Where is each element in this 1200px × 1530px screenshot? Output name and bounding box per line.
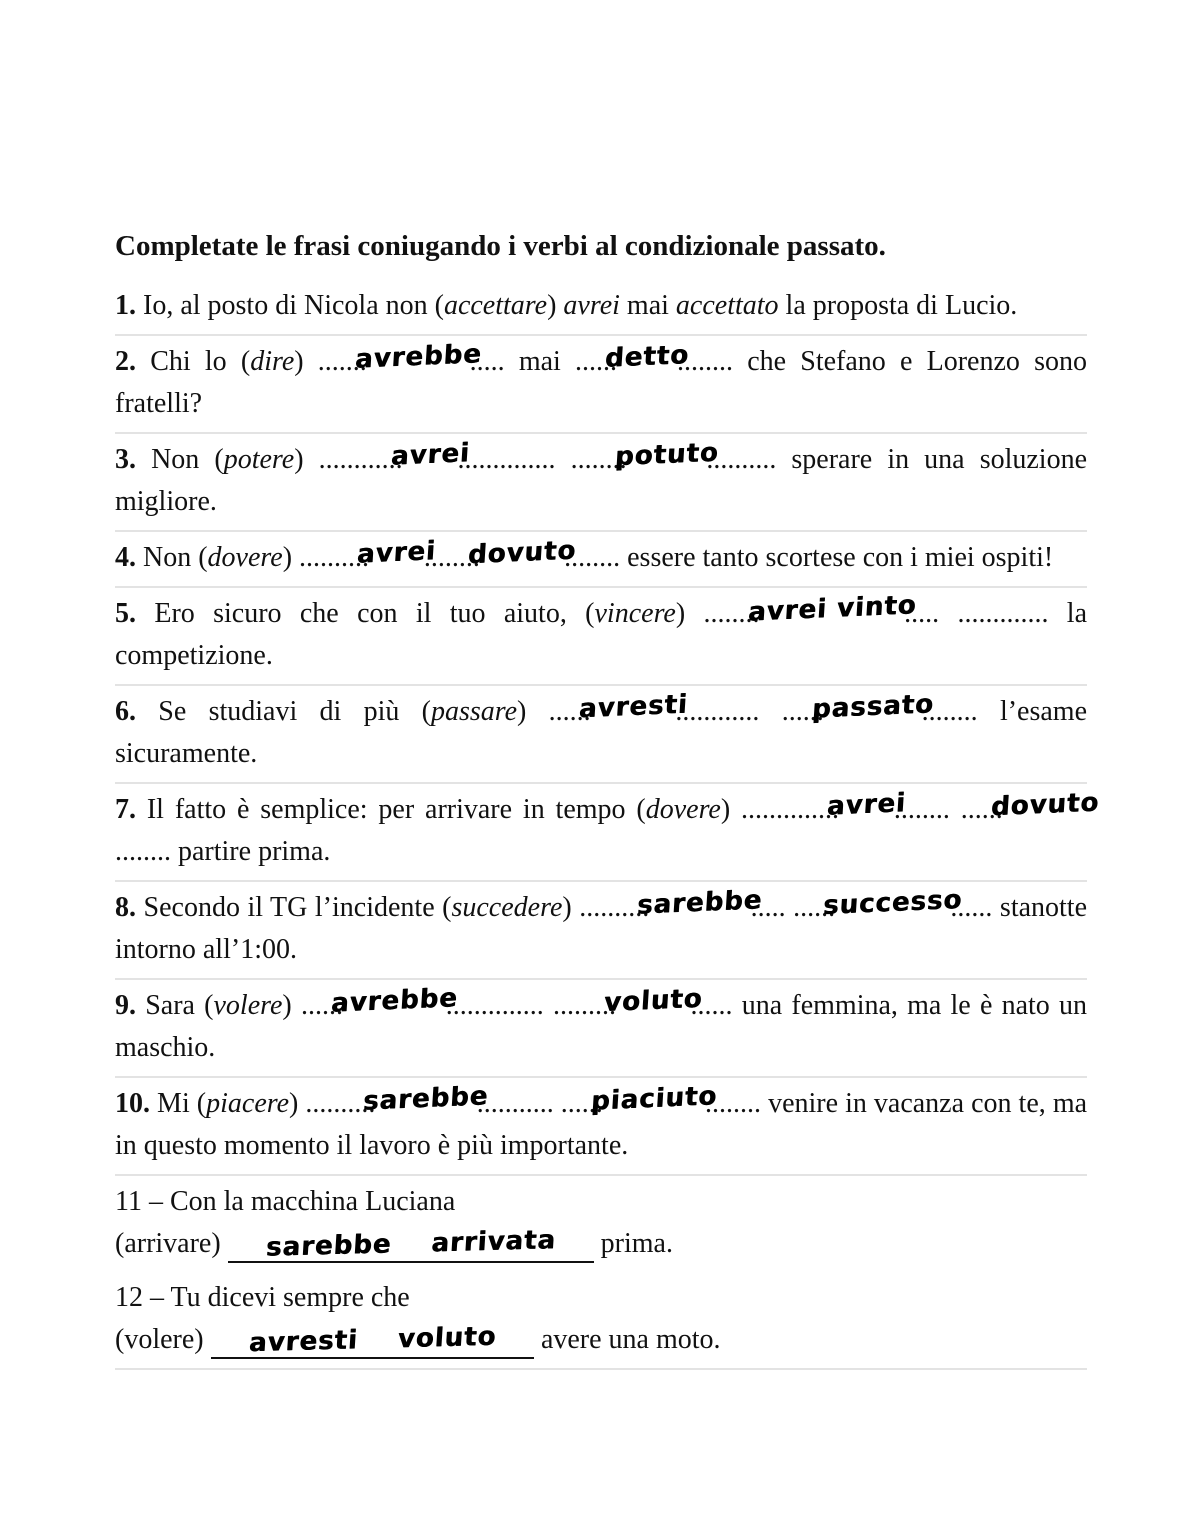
- sentence-text: ........... ......: [476, 1088, 603, 1119]
- verb-hint: avrei: [563, 290, 620, 321]
- sentence-text: ) ..........: [562, 892, 650, 923]
- sentence-text: ..... ............. la competizione.: [115, 598, 1087, 671]
- handwritten-answer: sarebbe: [362, 1081, 490, 1117]
- handwritten-answer: voluto: [603, 983, 704, 1019]
- item-number: 2.: [115, 346, 136, 377]
- sentence-text: avere una moto.: [533, 1324, 721, 1355]
- exercise-item-12: [115, 1272, 1087, 1368]
- worksheet-title: Completate le frasi coniugando i verbi al condizionale passato.: [115, 230, 886, 262]
- exercise-item-11: [115, 1176, 1087, 1272]
- sentence-text: ...... una femmina, ma le è nato un maschio.: [115, 990, 1088, 1063]
- sentence-text: Sara (: [136, 990, 214, 1021]
- sentence-text: Chi lo (: [136, 346, 251, 377]
- exercise-item-8: [115, 882, 1087, 978]
- sentence-text: prima.: [593, 1228, 673, 1259]
- sentence-text: Non (: [136, 542, 208, 573]
- handwritten-answer: avresti voluto: [247, 1321, 497, 1359]
- exercise-item-1: [115, 280, 1087, 334]
- item-number: 9.: [115, 990, 136, 1021]
- verb-hint: dovere: [207, 542, 283, 573]
- item-number: 4.: [115, 542, 136, 573]
- sentence-text: ........ che Stefano e Lorenzo sono fratelli?: [115, 346, 1088, 419]
- exercise-item-6: [115, 686, 1087, 782]
- handwritten-answer: dovuto: [989, 787, 1100, 823]
- exercise-item-4: [115, 532, 1087, 586]
- sentence-text: ) ......: [517, 696, 591, 727]
- verb-hint: passare: [430, 696, 518, 727]
- sentence-text: 11 – Con la macchina Luciana: [115, 1186, 456, 1217]
- item-number: 10.: [115, 1088, 150, 1119]
- answer-blank: [211, 1321, 534, 1359]
- sentence-text: ...... stanotte intorno all’1:00.: [115, 892, 1088, 965]
- sentence-text: 12 – Tu dicevi sempre che: [115, 1282, 410, 1313]
- item-number: 3.: [115, 444, 136, 475]
- item-number: 6.: [115, 696, 136, 727]
- verb-hint: dovere: [645, 794, 721, 825]
- verb-hint: succedere: [451, 892, 563, 923]
- item-number: 1.: [115, 290, 136, 321]
- sentence-text: mai: [619, 290, 676, 321]
- sentence-text: ) ..............: [720, 794, 840, 825]
- sentence-text: .......... sperare in una soluzione migliore.: [115, 444, 1088, 517]
- handwritten-answer: potuto: [613, 437, 720, 473]
- sentence-text: ........ l’esame sicuramente.: [115, 696, 1088, 769]
- sentence-text: ) .......: [294, 346, 367, 377]
- handwritten-answer: sarebbe: [636, 885, 764, 921]
- sentence-text: ) ............: [294, 444, 403, 475]
- handwritten-answer: avresti: [577, 689, 689, 725]
- sentence-text: ) ........: [675, 598, 760, 629]
- handwritten-answer: avrei: [356, 536, 437, 570]
- verb-hint: potere: [223, 444, 295, 475]
- verb-hint: accettato: [675, 290, 779, 321]
- handwritten-answer: avrei: [389, 438, 471, 472]
- sentence-text: ): [547, 290, 564, 321]
- exercise-item-3: [115, 434, 1087, 530]
- verb-hint: accettare: [443, 290, 548, 321]
- exercise-item-2: [115, 336, 1087, 432]
- sentence-text: ) ......: [282, 990, 343, 1021]
- item-number: 5.: [115, 598, 136, 629]
- answer-blank: [228, 1225, 594, 1263]
- sentence-text: .............. ........: [457, 444, 627, 475]
- sentence-text: Io, al posto di Nicola non (: [136, 290, 444, 321]
- sentence-text: ........ ......: [893, 794, 1003, 825]
- exercise-item-7: [115, 784, 1100, 880]
- sentence-text: ........: [423, 542, 480, 573]
- exercise-item-10: [115, 1078, 1087, 1174]
- handwritten-answer: avrebbe: [330, 983, 459, 1019]
- sentence-text: ..... mai ......: [469, 346, 618, 377]
- handwritten-answer: avrebbe: [353, 339, 483, 375]
- handwritten-answer: avrei vinto: [746, 590, 917, 628]
- sentence-text: ............ ......: [675, 696, 824, 727]
- exercise-list: [115, 280, 1100, 1370]
- handwritten-answer: sarebbe arrivata: [264, 1225, 557, 1263]
- handwritten-answer: avrei: [826, 788, 907, 822]
- handwritten-answer: successo: [822, 884, 964, 922]
- separator-line: [115, 1368, 1087, 1370]
- sentence-text: la proposta di Lucio.: [778, 290, 1018, 321]
- sentence-text: Se studiavi di più (: [136, 696, 431, 727]
- item-number: 8.: [115, 892, 136, 923]
- sentence-text: .............. .........: [445, 990, 616, 1021]
- sentence-text: (volere): [115, 1324, 211, 1355]
- sentence-text: Ero sicuro che con il tuo aiuto, (: [136, 598, 595, 629]
- item-number: 7.: [115, 794, 136, 825]
- sentence-text: ) ..........: [282, 542, 370, 573]
- sentence-text: ) ..........: [289, 1088, 376, 1119]
- sentence-text: ........ partire prima.: [115, 836, 331, 867]
- sentence-text: Mi (: [150, 1088, 207, 1119]
- exercise-item-5: [115, 588, 1087, 684]
- handwritten-answer: passato: [810, 689, 935, 725]
- sentence-text: ........ essere tanto scortese con i miei ospiti!: [564, 542, 1054, 573]
- sentence-text: Il fatto è semplice: per arrivare in tempo (: [136, 794, 646, 825]
- handwritten-answer: dovuto: [467, 535, 577, 571]
- sentence-text: (arrivare): [115, 1228, 228, 1259]
- verb-hint: vincere: [594, 598, 676, 629]
- verb-hint: volere: [213, 990, 283, 1021]
- sentence-text: Non (: [136, 444, 224, 475]
- verb-hint: piacere: [206, 1088, 290, 1119]
- handwritten-answer: piaciuto: [589, 1081, 718, 1117]
- verb-hint: dire: [250, 346, 295, 377]
- handwritten-answer: detto: [604, 340, 690, 374]
- sentence-text: ........ venire in vacanza con te, ma in questo momento il lavoro è più importante.: [115, 1088, 1088, 1161]
- sentence-text: ..... ......: [750, 892, 836, 923]
- exercise-item-9: [115, 980, 1087, 1076]
- sentence-text: Secondo il TG l’incidente (: [136, 892, 452, 923]
